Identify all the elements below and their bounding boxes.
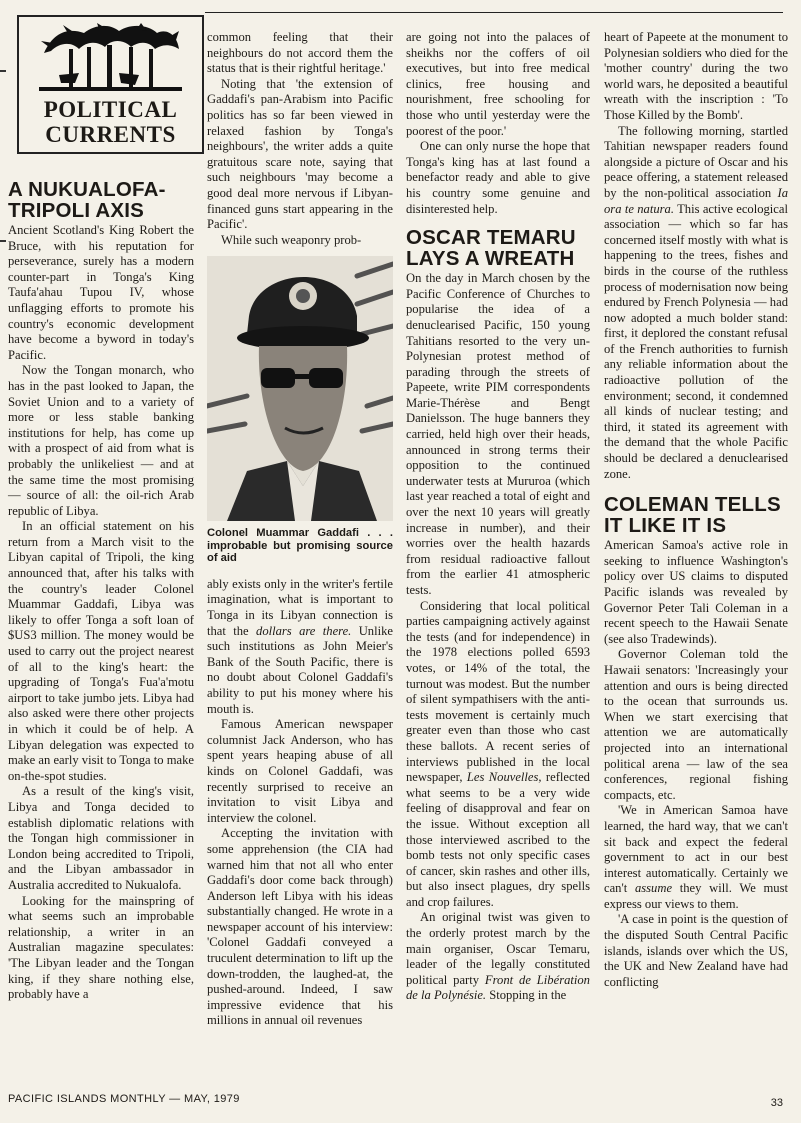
paragraph: Looking for the mainspring of what seems such an improbable relationship, a writer in an Australian magazine speculates: 'The Libyan leader and the Tongan king, if they share nothing else, probably have a [8,893,194,1002]
article-heading-temaru: OSCAR TEMARU LAYS A WREATH [406,226,576,271]
paragraph: Now the Tongan monarch, who has in the past looked to Japan, the Soviet Union and to a variety of more or less stable banking institutions for help, has come up with a prospect of aid from what is probably the unlikeliest — and at the same time the most promising — source of all: the oil-rich Arab republic of Libya. [8,363,194,518]
paragraph: As a result of the king's visit, Libya and Tonga decided to establish diplomatic relations with the Tongan high commissioner in London being accredited to Tripoli, and the Libyan ambassador in Australia accredited to Nukualofa. [8,784,194,892]
text-run: 'We in American Samoa have learned, the hard way, that we can't sit back and expect the federal government to act in our best interest automatically. Certainly we can't [604,803,788,896]
paragraph: heart of Papeete at the monument to Polynesian soldiers who died for the 'mother country' during the two world wars, he deposited a beautiful wreath with the inscription : 'To Those Killed by the Bomb'. [604,30,788,122]
text-run: An original twist was given to the orderly protest march by the main organiser, Oscar Temaru, leader of the legally constituted political party [406,910,590,987]
article-heading-coleman: COLEMAN TELLS IT LIKE IT IS [604,493,781,538]
paragraph [406,599,590,911]
paragraph: In an official statement on his return from a March visit to the Libyan capital of Tripoli, the king announced that, after his talks with the country's leader Colonel Muammar Gaddafi, Libya was likely to offer Tonga a soft loan of $US3 million. The money would be used to carry out the project nearest of all to the king's heart: the upgrading of Tonga's Fua'a'motu airport to take jumbo jets. Libya had also asked were there other projects in which it could be of help. A Libyan delegation was expected to make an early visit to Tonga to make on-the-spot studies. [8,519,194,783]
paragraph [406,910,590,1004]
gaddafi-photo [207,256,393,521]
photo-caption: Colonel Muammar Gaddafi . . . improbable but promising source of aid [207,527,393,565]
italic-run: Ia ora te natura. [604,185,788,216]
paragraph [604,803,788,912]
margin-mark [0,70,6,72]
logo-line-2: CURRENTS [45,122,176,147]
paragraph: 'A case in point is the question of the disputed South Central Pacific islands, islands over which the US, the UK and New Zealand have had conflicting [604,912,788,989]
italic-run: Front de Libération de la Polynésie. [406,972,590,1003]
text-run: Stopping in the [486,988,567,1003]
paragraph: Ancient Scotland's King Robert the Bruce, with his reputation for perseverance, surely has a modern counter-part in Tonga's King Taufa'ahau Tupou IV, whose unflagging efforts to promote his country's economic development have become a byword in today's Pacific. [8,223,194,362]
italic-run: Les Nouvelles, [466,770,542,785]
column-3 [406,30,590,1004]
margin-mark [0,240,6,242]
text-run: The following morning, startled Tahitian newspaper readers found alongside a picture of Oscar and his peace offering, a statement released by the non-political association [604,123,788,200]
portrait-image [207,256,393,521]
article-heading-nukualofa: A NUKUALOFA-TRIPOLI AXIS [8,178,166,222]
text-run: reflected what seems to be a very wide feeling of disapproval and fear on the issue. Without exception all those interviewed ascribed to the bomb tests not only specific cases of cancer, skin rashes and other ills, but also insect plagues, dry spells and crop failures. [406,770,590,909]
paragraph [604,124,788,483]
paragraph: Accepting the invitation with some apprehension (the CIA had warned him that not all who enter Gaddafi's door come back through) Anderson left Libya with his ideas substantially changed. He wrote in a newspaper account of his interview: 'Colonel Gaddafi conveyed a truculent determination to lift up the down-trodden, the laughed-at, the pushed-around. Indeed, I saw impressive evidence that his millions in annual oil revenues [207,826,393,1028]
paragraph: Famous American newspaper columnist Jack Anderson, who has spent years heaping abuse of all kinds on Colonel Gaddafi, was recently surprised to receive an invitation to visit Libya and interview the colonel. [207,717,393,825]
italic-run: assume [634,881,673,896]
paragraph [207,577,393,717]
paragraph: Governor Coleman told the Hawaii senators: 'Increasingly your attention and ours is being directed to the ocean that surrounds us. When we start exercising that attention we are automatically projected into an international political arena — law of the sea conferences, regional fishing compacts, etc. [604,647,788,802]
paragraph: Noting that 'the extension of Gaddafi's pan-Arabism into Pacific politics has so far been viewed in relaxed fashion by Tonga's neighbours', the writer adds a quite gratuitous scare note, saying that such neighbours 'may become a good deal more nervous if Libyan-financed guns start appearing in the Pacific'. [207,76,393,232]
footer-masthead: PACIFIC ISLANDS MONTHLY — MAY, 1979 [8,1093,240,1105]
italic-run: dollars are there. [256,623,352,638]
palm-trees-icon [39,23,182,91]
political-currents-logo [17,15,204,154]
paragraph: While such weaponry prob- [221,232,362,247]
paragraph: On the day in March chosen by the Pacific Conference of Churches to popularise the idea of a denuclearised Pacific, 150 young Tahitians resorted to the very un-Polynesian protest method of parading through the streets of Papeete, write PIM correspondents Marie-Thérèse and Bengt Danielsson. The huge banners they carried, held high over their heads, announced in strong terms their opposition to the continued underwater tests at Mururoa (which last year reached a total of eight and over the next 10 years will greatly increase in number), and their worries over the health hazards from residual radioactive fallout from the earlier 41 atmospheric tests. [406,271,590,597]
paragraph: common feeling that their neighbours do not accord them the status that is their rightful heritage.' [207,30,393,76]
text-run: ably exists only in the writer's fertile imagination, what is important to Tonga in its Libyan connection is that the [207,576,393,638]
paragraph: American Samoa's active role in seeking to influence Washington's policy over US claims to disputed Pacific islands was revealed by Governor Peter Tali Coleman in a recent speech to the Hawaii Senate (see also Tradewinds). [604,538,788,646]
page-number: 33 [770,1097,783,1109]
column-1 [8,175,194,1003]
text-run: This active ecological association — which so far has concerned itself mostly with what is happening to the trees, fishes and birds in the course of the ruthless process of modernisation now being endured by French Polynesia — had now adopted a much bolder stand: first, it deplored the constant refusal of the French authorities to furnish any reliable information about the radioactive pollution of the environment; second, it condemned all kinds of nuclear testing; and third, it stated its agreement with the demand that the whole Pacific should be declared a denuclearised zone. [604,201,788,481]
top-rule [205,12,783,13]
paragraph: are going not into the palaces of sheikhs nor the coffers of oil executives, but into free medical clinics, free housing and nourishment, free schooling for those who until yesterday were the poorest of the poor.' [406,30,590,138]
text-run: they will. We must express our views to them. [604,881,788,911]
column-4 [604,30,788,990]
logo-title [19,97,202,147]
paragraph: One can only nurse the hope that Tonga's king has at last found a benefactor ready and able to give his country some genuine and disinterested help. [406,139,590,216]
logo-line-1: POLITICAL [43,97,178,122]
text-run: Unlike such institutions as John Meier's Bank of the South Pacific, there is no doubt about Colonel Gaddafi's ability to put his money where his mouth is. [207,623,393,716]
text-run: Considering that local political parties campaigning actively against the tests (and for independence) in the 1978 elections polled 6593 votes, or 14% of the total, the turnout was modest. But the number of silent sympathisers with the anti-tests movement is certainly much greater even than those who cast these ballots. A recent series of interviews published in the local newspaper, [406,598,590,785]
column-2 [207,30,393,1029]
